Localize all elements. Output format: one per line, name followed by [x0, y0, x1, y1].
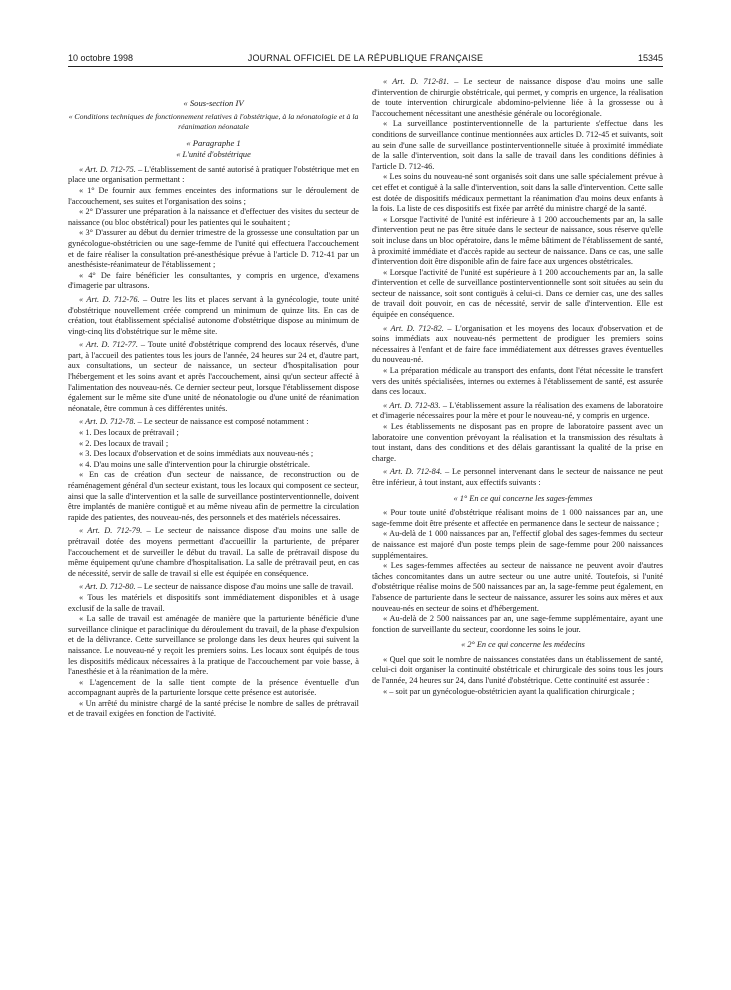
paragraph-text: « Les établissements ne disposant pas en propre de laboratoire passent avec un laboratoire une convention prévoyant la réalisation et la transmission des résultats à tout instant, dans des conditions et des délais garantissant la qualité de la prise en charge.: [372, 422, 663, 463]
paragraph-text: « Lorsque l'activité de l'unité est supérieure à 1 200 accouchements par an, la salle d'intervention et celle de surveillance postinterventionnelle sont soit situées au sein du secteur de naissance, soit sont contiguës à celui-ci. Dans ce dernier cas, une des salles de travail doit pouvoir, en cas de nécessité, servir de salle d'intervention. Elle est équipée en conséquence.: [372, 267, 663, 320]
paragraph-text: « L'agencement de la salle tient compte de la présence éventuelle d'un accompagnant auprès de la parturiente lorsque cette présence est autorisée.: [68, 677, 359, 698]
text-paragraph: [372, 401, 663, 422]
paragraph-text: « 2° D'assurer une préparation à la naissance et d'effectuer des visites du secteur de naissance (ou bloc obstétrical) pour les patientes qui le souhaitent ;: [68, 207, 359, 227]
right-column: [372, 74, 663, 697]
text-paragraph: [372, 687, 663, 698]
paragraph-text: « Lorsque l'activité de l'unité est inférieure à 1 200 accouchements par an, la salle d'intervention peut ne pas être située dans le secteur de naissance, sous réserve qu'elle soit incluse dans un bloc opératoire, dans le même bâtiment de l'établissement de santé, à proximité immédiate et d'accès rapide au secteur de naissance. Dans ce cas, une salle d'intervention doit être disponible afin de faire face aux urgences obstétricales.: [372, 214, 663, 267]
text-paragraph: [68, 165, 359, 186]
paragraph-text: – L'établissement de santé autorisé à pratiquer l'obstétrique met en place une organisation permettant :: [68, 164, 360, 185]
paragraph-text: « La salle de travail est aménagée de manière que la parturiente bénéficie d'une surveillance clinique et paraclinique du déroulement du travail, de la phase d'expulsion et de la délivrance. Cette surveillance se prolonge dans les deux heures qui suivent la naissance. Le nouveau-né y reçoit les premiers soins. Les locaux sont équipés de tous les dispositifs médicaux nécessaires à la pratique de l'accouchement par voie basse, à l'anesthésie et à la réanimation de la mère.: [68, 614, 359, 677]
paragraph-text: – Le secteur de naissance dispose d'au moins une salle d'intervention de chirurgie obstétricale, qui permet, y compris en urgence, la réalisation de toute intervention chirurgicale abdomino-pelvienne liée à la grossesse ou à l'accouchement nécessitant une anesthésie générale ou locorégionale.: [372, 77, 664, 118]
text-paragraph: [372, 268, 663, 321]
text-paragraph: [372, 508, 663, 529]
text-paragraph: [68, 582, 359, 593]
text-paragraph: [372, 655, 663, 687]
article-reference: « Art. D. 712-81.: [383, 77, 449, 86]
paragraph-text: – Le secteur de naissance est composé notamment :: [135, 417, 309, 427]
paragraph-text: « 4. D'au moins une salle d'intervention pour la chirurgie obstétricale.: [79, 459, 310, 469]
text-paragraph: [372, 529, 663, 561]
page-header: [68, 52, 663, 64]
text-paragraph: [372, 467, 663, 488]
paragraph-text: « Les soins du nouveau-né sont organisés soit dans une salle spécialement prévue à cet effet et contiguë à la salle d'intervention, soit dans la salle d'intervention. Cette salle est dotée de dispositifs médicaux permettant la réanimation d'au moins deux enfants à la fois. La liste de ces dispositifs est fixée par arrêté du ministre chargé de la santé.: [372, 172, 663, 214]
text-paragraph: [372, 172, 663, 214]
article-reference: « Art. D. 712-78.: [79, 417, 136, 427]
text-paragraph: [68, 417, 359, 428]
paragraph-text: « Les sages-femmes affectées au secteur de naissance ne peuvent avoir d'autres tâches concomitantes dans un autre secteur ou une autre unité. Toutefois, si l'unité d'obstétrique réalise moins de 500 naissances par an, la sage-femme peut également, en l'absence de parturiente dans le secteur de naissance, assurer les soins aux mères et aux nouveau-nés en secteur de soins et d'hébergement.: [372, 561, 663, 613]
left-paragraphs: [68, 165, 359, 720]
paragraph-text: « Pour toute unité d'obstétrique réalisant moins de 1 000 naissances par an, une sage-femme doit être présente et affectée en permanence dans le secteur de naissance ;: [372, 508, 663, 528]
text-paragraph: [372, 614, 663, 635]
paragraph-title: « L'unité d'obstétrique: [176, 150, 251, 160]
paragraph-text: – Le secteur de naissance dispose d'au moins une salle de prétravail dotée des moyens permettant d'accueillir la parturiente, de préparer l'accouchement et de surveiller le début du travail. La salle de prétravail dispose du même équipement qu'une chambre d'hospitalisation. La salle de prétravail peut, en cas de nécessité, servir de salle de travail si elle est équipée en conséquence.: [68, 526, 360, 578]
paragraph-text: « 1. Des locaux de prétravail ;: [79, 428, 179, 438]
text-paragraph: [372, 119, 663, 172]
header-page-number: 15345: [637, 53, 663, 63]
paragraph-text: « La préparation médicale au transport des enfants, dont l'état nécessite le transfert vers des unités spécialisées, internes ou externes à l'établissement de santé, est assurée dans ces locaux.: [372, 366, 663, 397]
article-reference: « Art. D. 712-83.: [383, 400, 441, 410]
right-paragraphs: [372, 77, 663, 489]
article-reference: « Art. D. 712-76.: [79, 294, 140, 304]
subsection-heading: « Sous-section IV: [183, 98, 244, 108]
paragraph-text: « Au-delà de 1 000 naissances par an, l'effectif global des sages-femmes du secteur de naissance est majoré d'un poste temps plein de sage-femme pour 200 naissances supplémentaires.: [372, 529, 663, 560]
header-rule: [68, 66, 663, 67]
text-paragraph: [68, 428, 359, 439]
text-paragraph: [372, 422, 663, 464]
paragraph-text: – Le secteur de naissance dispose d'au moins une salle de travail.: [135, 582, 354, 592]
paragraph-text: – L'établissement assure la réalisation des examens de laboratoire et d'imagerie nécessaires pour la mère et pour le nouveau-né, y compris en urgence.: [372, 400, 664, 421]
text-paragraph: [68, 228, 359, 270]
subheading-sages-femmes: « 1° En ce qui concerne les sages-femmes: [453, 493, 593, 503]
text-paragraph: [68, 295, 359, 337]
paragraph-text: « La surveillance postinterventionnelle de la parturiente s'effectue dans les conditions de surveillance continue mentionnées aux articles D. 712-45 et suivants, soit au sein d'une salle de surveillance postinterventionnelle située à proximité immédiate de la salle d'intervention, soit dans la salle de travail dans les conditions définies à l'article D. 712-46.: [372, 119, 663, 171]
paragraph-text: – Toute unité d'obstétrique comprend des locaux réservés, d'une part, à l'accueil des patientes tous les jours de l'année, 24 heures sur 24 et, d'autre part, aux consultations, un secteur de naissance, un secteur d'hospitalisation pour l'hébergement et les soins avant et après l'accouchement, ainsi qu'un secteur affecté à l'alimentation des nouveau-nés. Ce dernier secteur peut, lorsque l'établissement dispose également sur le même site d'une unité de néonatologie ou d'une unité de réanimation néonatale, être commun à ces différentes unités.: [68, 340, 359, 413]
header-journal-title: JOURNAL OFFICIEL DE LA RÉPUBLIQUE FRANÇAISE: [247, 53, 484, 63]
article-reference: « Art. D. 712-79.: [79, 526, 143, 536]
paragraph-text: – Outre les lits et places servant à la gynécologie, toute unité d'obstétrique nouvellement créée comprend un minimum de quinze lits. En cas de création, tout établissement spécialisé autonome d'obstétrique dispose au minimum de vingt-cinq lits d'obstétrique sur le même site.: [68, 294, 359, 336]
text-paragraph: [68, 614, 359, 678]
header-date: 10 octobre 1998: [68, 53, 134, 63]
text-paragraph: [68, 439, 359, 450]
left-column: [68, 74, 359, 720]
text-paragraph: [372, 366, 663, 398]
article-reference: « Art. D. 712-82.: [383, 323, 444, 333]
paragraph-text: – L'organisation et les moyens des locaux d'observation et de soins immédiats aux nouveau-nés permettent de prodiguer les premiers soins nécessaires à l'enfant et de faire face immédiatement aux détresses graves éventuelles du nouveau-né.: [372, 323, 663, 365]
text-paragraph: [68, 699, 359, 720]
text-paragraph: [68, 593, 359, 614]
paragraph-text: « Quel que soit le nombre de naissances constatées dans un établissement de santé, celui-ci doit organiser la continuité obstétricale et chirurgicale des soins tous les jours de l'année, 24 heures sur 24, dans l'unité d'obstétrique. Cette continuité est assurée :: [372, 654, 663, 686]
paragraph-text: « 3° D'assurer au début du dernier trimestre de la grossesse une consultation par un gynécologue-obstétricien ou une sage-femme de l'unité qui effectuera l'accouchement et de faire réaliser la consultation pré-anesthésique prévue à l'article D. 712-41 par un anesthésiste-réanimateur de l'établissement ;: [68, 228, 359, 270]
subsection-title: « Conditions techniques de fonctionnement relatives à l'obstétrique, à la néonatologie et à la réanimation néonatale: [68, 111, 359, 131]
text-paragraph: [68, 340, 359, 414]
text-paragraph: [372, 215, 663, 268]
paragraph-text: « 3. Des locaux d'observation et de soins immédiats aux nouveau-nés ;: [79, 449, 314, 459]
text-paragraph: [68, 449, 359, 460]
paragraph-text: « 1° De fournir aux femmes enceintes des informations sur le déroulement de l'accouchement, ses suites et l'organisation des soins ;: [68, 185, 359, 206]
article-reference: « Art. D. 712-84.: [383, 467, 443, 477]
right-paragraphs-2: [372, 508, 663, 635]
text-paragraph: [68, 207, 359, 228]
text-paragraph: [68, 526, 359, 579]
text-paragraph: [68, 186, 359, 207]
right-paragraphs-3: [372, 655, 663, 697]
article-reference: « Art. D. 712-77.: [79, 340, 138, 350]
article-reference: « Art. D. 712-80.: [79, 582, 136, 592]
paragraph-text: « En cas de création d'un secteur de naissance, de reconstruction ou de réaménagement général d'un secteur existant, tous les locaux qui composent ce secteur, ainsi que la salle d'intervention et la salle de surveillance postinterventionnelle, doivent être implantés de manière contiguë et au même niveau afin de permettre la circulation rapide des patientes, des nouveau-nés, des personnels et des matériels nécessaires.: [68, 470, 359, 522]
paragraph-text: « – soit par un gynécologue-obstétricien ayant la qualification chirurgicale ;: [383, 686, 635, 696]
text-paragraph: [68, 470, 359, 523]
text-paragraph: [372, 77, 663, 119]
article-reference: « Art. D. 712-75.: [79, 164, 136, 174]
text-paragraph: [372, 324, 663, 366]
paragraph-text: « Au-delà de 2 500 naissances par an, une sage-femme supplémentaire, ayant une fonction de surveillante du secteur, coordonne les soins le jour.: [372, 614, 663, 634]
text-paragraph: [68, 460, 359, 471]
subheading-medecins: « 2° En ce qui concerne les médecins: [461, 640, 585, 650]
paragraph-text: – Le personnel intervenant dans le secteur de naissance ne peut être inférieur, à tout instant, aux effectifs suivants :: [372, 467, 663, 487]
text-paragraph: [68, 678, 359, 699]
text-paragraph: [68, 271, 359, 292]
paragraph-heading: « Paragraphe 1: [186, 137, 241, 148]
paragraph-text: « Un arrêté du ministre chargé de la santé précise le nombre de salles de prétravail et de travail exigées en fonction de l'activité.: [68, 698, 359, 719]
paragraph-text: « Tous les matériels et dispositifs sont immédiatement disponibles et à usage exclusif de la salle de travail.: [68, 592, 359, 613]
paragraph-text: « 2. Des locaux de travail ;: [79, 438, 169, 448]
paragraph-text: « 4° De faire bénéficier les consultantes, y compris en urgence, d'examens d'imagerie par ultrasons.: [68, 270, 359, 291]
text-paragraph: [372, 561, 663, 614]
